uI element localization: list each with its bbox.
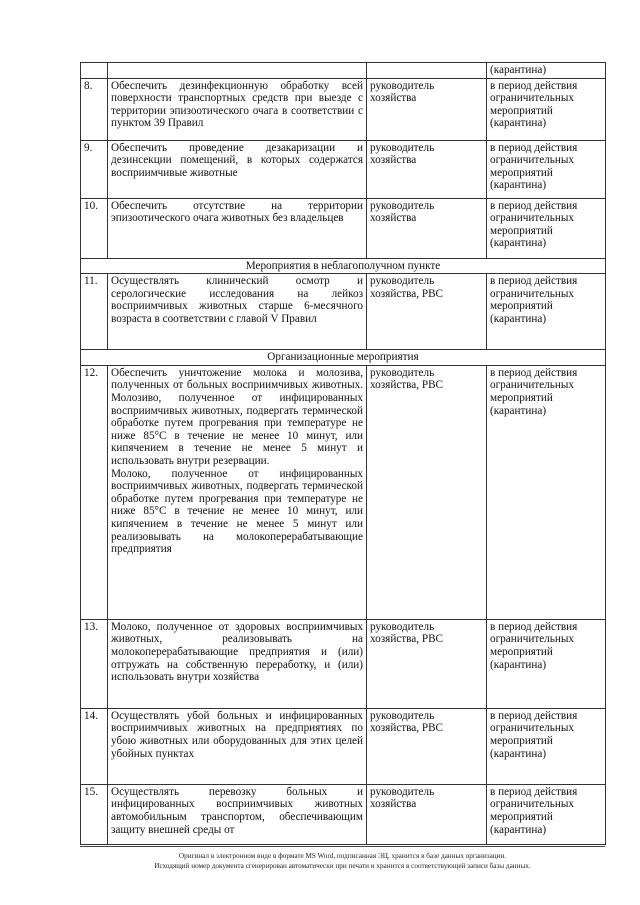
measure-text: Молоко, полученное от здоровых восприимчивых животных, реализовывать на молокоперерабатывающие предприятия и (или) отгружать на собственную переработку, и (или) использовать внутри хозяйства: [108, 619, 367, 708]
section-header-row: [81, 258, 606, 274]
table-row: [81, 274, 606, 350]
table-row: [81, 63, 606, 79]
table-row: [81, 784, 606, 844]
row-number: 9.: [81, 140, 108, 198]
term: в период действия ограничительных мероприятий (карантина): [487, 140, 606, 198]
table-row: [81, 78, 606, 140]
measure-text: Осуществлять клинический осмотр и серологические исследования на лейкоз восприимчивых животных старше 6-месячного возраста в соответствии с главой V Правил: [108, 274, 367, 350]
page-footer: [80, 846, 605, 871]
table-row: [81, 198, 606, 258]
term: в период действия ограничительных мероприятий (карантина): [487, 78, 606, 140]
measures-table: [80, 62, 606, 845]
row-number: 13.: [81, 619, 108, 708]
term: (карантина): [487, 63, 606, 79]
term: в период действия ограничительных мероприятий (карантина): [487, 274, 606, 350]
responsible: руководитель хозяйства, РВС: [367, 619, 487, 708]
responsible: [367, 63, 487, 79]
term: в период действия ограничительных мероприятий (карантина): [487, 619, 606, 708]
responsible: руководитель хозяйства: [367, 140, 487, 198]
responsible: руководитель хозяйства, РВС: [367, 274, 487, 350]
measure-text: [108, 63, 367, 79]
responsible: руководитель хозяйства, РВС: [367, 708, 487, 784]
term: в период действия ограничительных мероприятий (карантина): [487, 198, 606, 258]
section-title: Мероприятия в неблагополучном пункте: [81, 258, 606, 274]
section-header-row: [81, 350, 606, 366]
table-row: [81, 365, 606, 619]
responsible: руководитель хозяйства: [367, 198, 487, 258]
term: в период действия ограничительных мероприятий (карантина): [487, 708, 606, 784]
row-number: 15.: [81, 784, 108, 844]
measure-text: [108, 365, 367, 619]
row-number: 10.: [81, 198, 108, 258]
responsible: руководитель хозяйства: [367, 78, 487, 140]
measure-paragraph: Молоко, полученное от инфицированных восприимчивых животных, подвергать термической обработке путем прогревания при температуре не ниже 85°С в течение не менее 10 минут, или кипячением в течение не менее 5 минут или реализовывать на молокоперерабатывающие предприятия: [111, 467, 363, 556]
responsible: руководитель хозяйства, РВС: [367, 365, 487, 619]
responsible: руководитель хозяйства: [367, 784, 487, 844]
table-row: [81, 140, 606, 198]
footer-line: Исходящий номер документа сгенерирован автоматически при печати и хранится в соответствующей записи базы данных.: [154, 862, 531, 870]
row-number: [81, 63, 108, 79]
row-number: 11.: [81, 274, 108, 350]
row-number: 12.: [81, 365, 108, 619]
measure-text: Обеспечить отсутствие на территории эпизоотического очага животных без владельцев: [108, 198, 367, 258]
measure-text: Обеспечить проведение дезакаризации и дезинсекции помещений, в которых содержатся восприимчивые животные: [108, 140, 367, 198]
section-title: Организационные мероприятия: [81, 350, 606, 366]
table-row: [81, 619, 606, 708]
measure-text: Осуществлять убой больных и инфицированных восприимчивых животных на предприятиях по убою животных или оборудованных для этих целей убойных пунктах: [108, 708, 367, 784]
table-row: [81, 708, 606, 784]
term: в период действия ограничительных мероприятий (карантина): [487, 365, 606, 619]
term: в период действия ограничительных мероприятий (карантина): [487, 784, 606, 844]
measure-text: Осуществлять перевозку больных и инфицированных восприимчивых животных автомобильным транспортом, обеспечивающим защиту внешней среды от: [108, 784, 367, 844]
measure-text: Обеспечить дезинфекционную обработку всей поверхности транспортных средств при выезде с территории эпизоотического очага в соответствии с пунктом 39 Правил: [108, 78, 367, 140]
footer-line: Оригинал в электронном виде в формате MS Word, подписанная ЭЦ, хранится в базе данных организации.: [178, 852, 507, 860]
row-number: 8.: [81, 78, 108, 140]
measure-paragraph: Обеспечить уничтожение молока и молозива, полученных от больных восприимчивых животных. Молозиво, полученное от инфицированных восприимчивых животных, подвергать термической обработке путем прогревания при температуре не ниже 85°С в течение не менее 10 минут, или кипячением в течение не менее 5 минут и использовать внутри резервации.: [111, 366, 363, 467]
row-number: 14.: [81, 708, 108, 784]
